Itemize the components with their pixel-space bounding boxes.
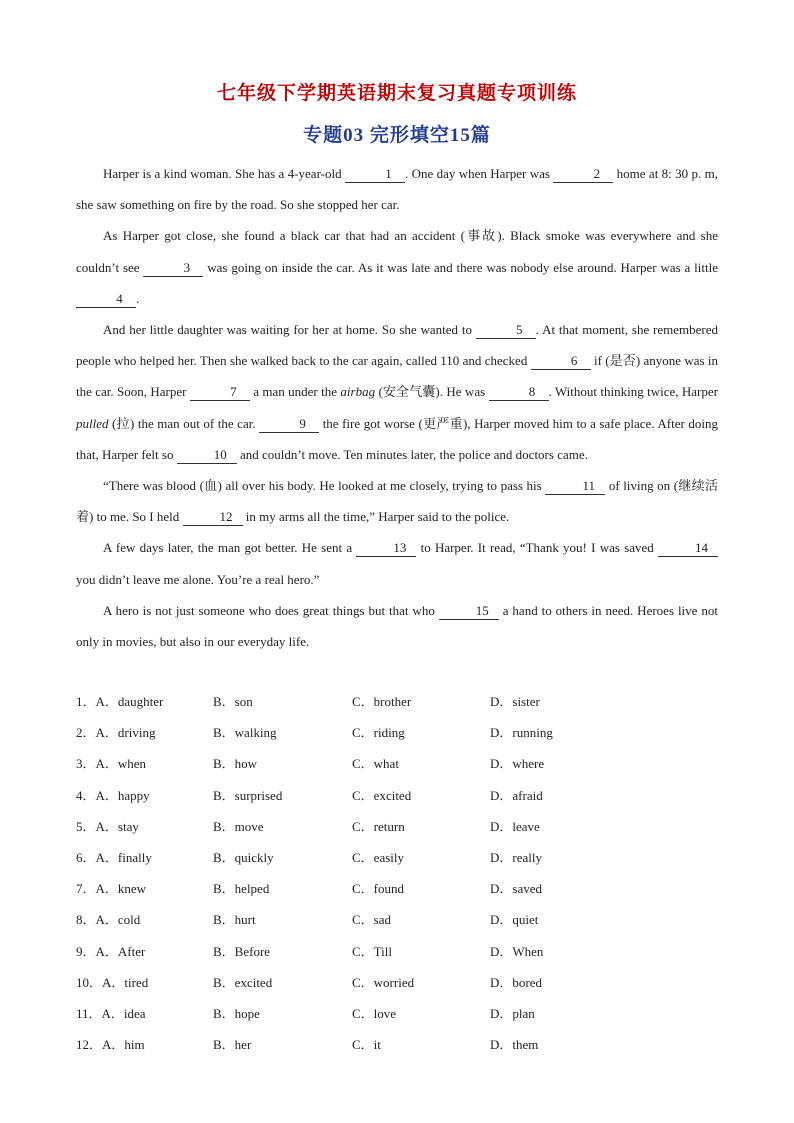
text: home at 8: 30 p. m, she saw something on fire by the road. So she stopped her car. — [76, 166, 719, 213]
option-b — [213, 748, 352, 779]
text: . Without thinking twice, Harper — [548, 384, 718, 400]
question-number: 9． — [76, 943, 96, 959]
text: in my arms all the time,” Harper said to the police. — [242, 509, 510, 525]
option-text: B．quickly — [213, 849, 274, 865]
paragraph-5 — [76, 532, 718, 594]
option-d — [490, 1029, 718, 1060]
option-b — [213, 811, 352, 842]
option-text: C．excited — [352, 787, 412, 803]
option-text: D．afraid — [490, 787, 543, 803]
option-c — [352, 780, 490, 811]
option-text: B．her — [213, 1037, 252, 1053]
italic-term-pulled: pulled — [76, 415, 109, 431]
option-text: D．them — [490, 1037, 539, 1053]
option-a — [76, 811, 213, 842]
blank-11: 11 — [545, 478, 605, 495]
option-d — [490, 811, 718, 842]
option-text: B．hope — [213, 1005, 260, 1021]
option-c — [352, 936, 490, 967]
option-text: B．walking — [213, 725, 277, 741]
option-text: C．sad — [352, 912, 392, 928]
option-c — [352, 717, 490, 748]
paragraph-6 — [76, 595, 718, 657]
text: and couldn’t move. Ten minutes later, the police and doctors came. — [236, 446, 588, 462]
text: to Harper. It read, “Thank you! I was saved — [416, 540, 659, 556]
page-title: 七年级下学期英语期末复习真题专项训练 — [216, 83, 577, 104]
question-number: 12． — [76, 1037, 103, 1053]
option-text: C．love — [352, 1005, 397, 1021]
text: a hand to others in need. Heroes live not only in movies, but also in our everyday life. — [76, 602, 718, 650]
option-a — [76, 936, 213, 967]
text: (拉) the man out of the car. — [108, 415, 260, 431]
option-text: B．Before — [213, 943, 271, 959]
text: the fire got worse (更严重), Harper moved him to a safe place. After doing that, Harper felt so — [76, 415, 718, 462]
option-text: A．when — [95, 756, 147, 772]
option-c — [352, 967, 490, 998]
question-row — [76, 967, 718, 998]
cloze-passage — [76, 158, 718, 657]
option-text: D．sister — [490, 694, 540, 709]
question-row — [76, 904, 718, 935]
text: (安全气囊). He was — [375, 384, 489, 400]
option-text: C．return — [352, 818, 405, 834]
option-d — [490, 967, 718, 998]
question-row — [76, 1029, 718, 1060]
option-b — [213, 873, 352, 904]
option-text: D．running — [490, 725, 553, 741]
option-text: A．driving — [95, 725, 156, 741]
option-text: A．daughter — [95, 694, 164, 709]
question-number: 8． — [76, 912, 96, 928]
question-number: 11． — [76, 1005, 102, 1021]
option-text: A．him — [102, 1037, 145, 1053]
option-text: C．worried — [352, 974, 415, 990]
option-d — [490, 873, 718, 904]
option-d — [490, 904, 718, 935]
option-text: C．what — [352, 756, 399, 772]
option-text: D．where — [490, 756, 545, 772]
blank-7: 7 — [190, 384, 250, 401]
page-subtitle: 专题03 完形填空15篇 — [303, 125, 491, 146]
blank-4: 4 — [76, 291, 136, 308]
option-text: C．riding — [352, 725, 405, 741]
option-c — [352, 1029, 490, 1060]
option-c — [352, 748, 490, 779]
option-d — [490, 748, 718, 779]
question-number: 5． — [76, 818, 96, 834]
question-row — [76, 748, 718, 779]
blank-9: 9 — [259, 416, 319, 433]
option-d — [490, 936, 718, 967]
option-text: C．brother — [352, 694, 412, 709]
question-row — [76, 842, 718, 873]
text: Harper is a kind woman. She has a 4-year-old — [103, 166, 345, 181]
option-b — [213, 717, 352, 748]
question-number: 1． — [76, 694, 96, 709]
option-text: D．plan — [490, 1005, 535, 1021]
option-text: D．bored — [490, 974, 542, 990]
blank-12: 12 — [183, 509, 243, 526]
blank-5: 5 — [476, 322, 536, 339]
option-a — [76, 904, 213, 935]
option-text: C．easily — [352, 849, 404, 865]
option-b — [213, 936, 352, 967]
blank-14: 14 — [658, 540, 718, 557]
option-text: A．After — [95, 943, 146, 959]
question-number: 4． — [76, 787, 96, 803]
text: “There was blood (血) all over his body. He looked at me closely, trying to pass his — [103, 478, 546, 494]
option-b — [213, 1029, 352, 1060]
option-d — [490, 780, 718, 811]
blank-1: 1 — [345, 166, 405, 183]
option-b — [213, 967, 352, 998]
blank-13: 13 — [356, 540, 416, 557]
option-text: B．surprised — [213, 787, 283, 803]
option-b — [213, 904, 352, 935]
option-c — [352, 873, 490, 904]
option-c — [352, 686, 490, 717]
option-text: A．knew — [95, 881, 147, 897]
option-c — [352, 904, 490, 935]
paragraph-2 — [76, 220, 718, 314]
text: you didn’t leave me alone. You’re a real hero.” — [76, 571, 320, 587]
option-d — [490, 717, 718, 748]
text: A few days later, the man got better. He sent a — [103, 540, 357, 556]
question-number: 3． — [76, 756, 96, 772]
blank-15: 15 — [439, 603, 499, 620]
option-c — [352, 998, 490, 1029]
paragraph-3 — [76, 314, 718, 470]
option-b — [213, 998, 352, 1029]
option-a — [76, 842, 213, 873]
option-d — [490, 998, 718, 1029]
option-text: C．found — [352, 881, 405, 897]
option-b — [213, 780, 352, 811]
option-a — [76, 686, 213, 717]
text: . At that moment, she remembered people who helped her. Then she walked back to the car again, called 110 and checked — [76, 322, 718, 369]
option-b — [213, 842, 352, 873]
option-text: A．stay — [95, 818, 139, 834]
option-text: D．leave — [490, 818, 540, 834]
question-number: 6． — [76, 849, 96, 865]
option-d — [490, 842, 718, 873]
blank-8: 8 — [489, 384, 549, 401]
option-a — [76, 780, 213, 811]
text: As Harper got close, she found a black car that had an accident (事故). Black smoke was everywhere and she couldn’t see — [76, 228, 718, 275]
option-c — [352, 842, 490, 873]
option-a — [76, 717, 213, 748]
option-d — [490, 686, 718, 717]
text: And her little daughter was waiting for her at home. So she wanted to — [103, 322, 476, 338]
option-text: A．tired — [102, 974, 149, 990]
question-row — [76, 811, 718, 842]
blank-10: 10 — [177, 447, 237, 464]
option-text: A．finally — [95, 849, 152, 865]
question-row — [76, 686, 718, 717]
option-b — [213, 686, 352, 717]
option-text: B．hurt — [213, 912, 256, 928]
text: a man under the — [249, 384, 341, 400]
option-text: A．cold — [95, 912, 141, 928]
option-text: B．move — [213, 818, 264, 834]
option-text: A．happy — [95, 787, 150, 803]
text: . — [136, 290, 140, 306]
text: of living on (继续活着) to me. So I held — [76, 478, 718, 525]
question-number: 10． — [76, 974, 103, 990]
option-a — [76, 748, 213, 779]
option-a — [76, 1029, 213, 1060]
option-text: D．saved — [490, 881, 542, 897]
answer-options — [76, 686, 718, 1060]
blank-2: 2 — [553, 166, 613, 183]
option-text: C．Till — [352, 943, 392, 959]
question-number: 7． — [76, 881, 96, 897]
option-text: B．excited — [213, 974, 273, 990]
option-a — [76, 967, 213, 998]
question-row — [76, 717, 718, 748]
blank-6: 6 — [531, 353, 591, 370]
option-text: A．idea — [101, 1005, 146, 1021]
option-text: D．When — [490, 943, 544, 959]
option-text: D．quiet — [490, 912, 539, 928]
option-text: D．really — [490, 849, 542, 865]
blank-3: 3 — [143, 260, 203, 277]
paragraph-1 — [76, 158, 718, 220]
option-text: B．how — [213, 756, 258, 772]
option-c — [352, 811, 490, 842]
italic-term-airbag: airbag — [340, 384, 376, 400]
text: if (是否) anyone was in the car. Soon, Harper — [76, 353, 719, 400]
option-text: B．son — [213, 694, 253, 709]
text: was going on inside the car. As it was late and there was nobody else around. Harper was a little — [203, 259, 719, 275]
text: . One day when Harper was — [404, 166, 554, 181]
option-a — [76, 998, 213, 1029]
question-row — [76, 998, 718, 1029]
option-text: B．helped — [213, 881, 270, 897]
paragraph-4 — [76, 470, 718, 532]
question-row — [76, 936, 718, 967]
text: A hero is not just someone who does great things but that who — [103, 602, 439, 618]
question-row — [76, 780, 718, 811]
question-number: 2． — [76, 725, 96, 741]
question-row — [76, 873, 718, 904]
option-text: C．it — [352, 1037, 381, 1053]
option-a — [76, 873, 213, 904]
